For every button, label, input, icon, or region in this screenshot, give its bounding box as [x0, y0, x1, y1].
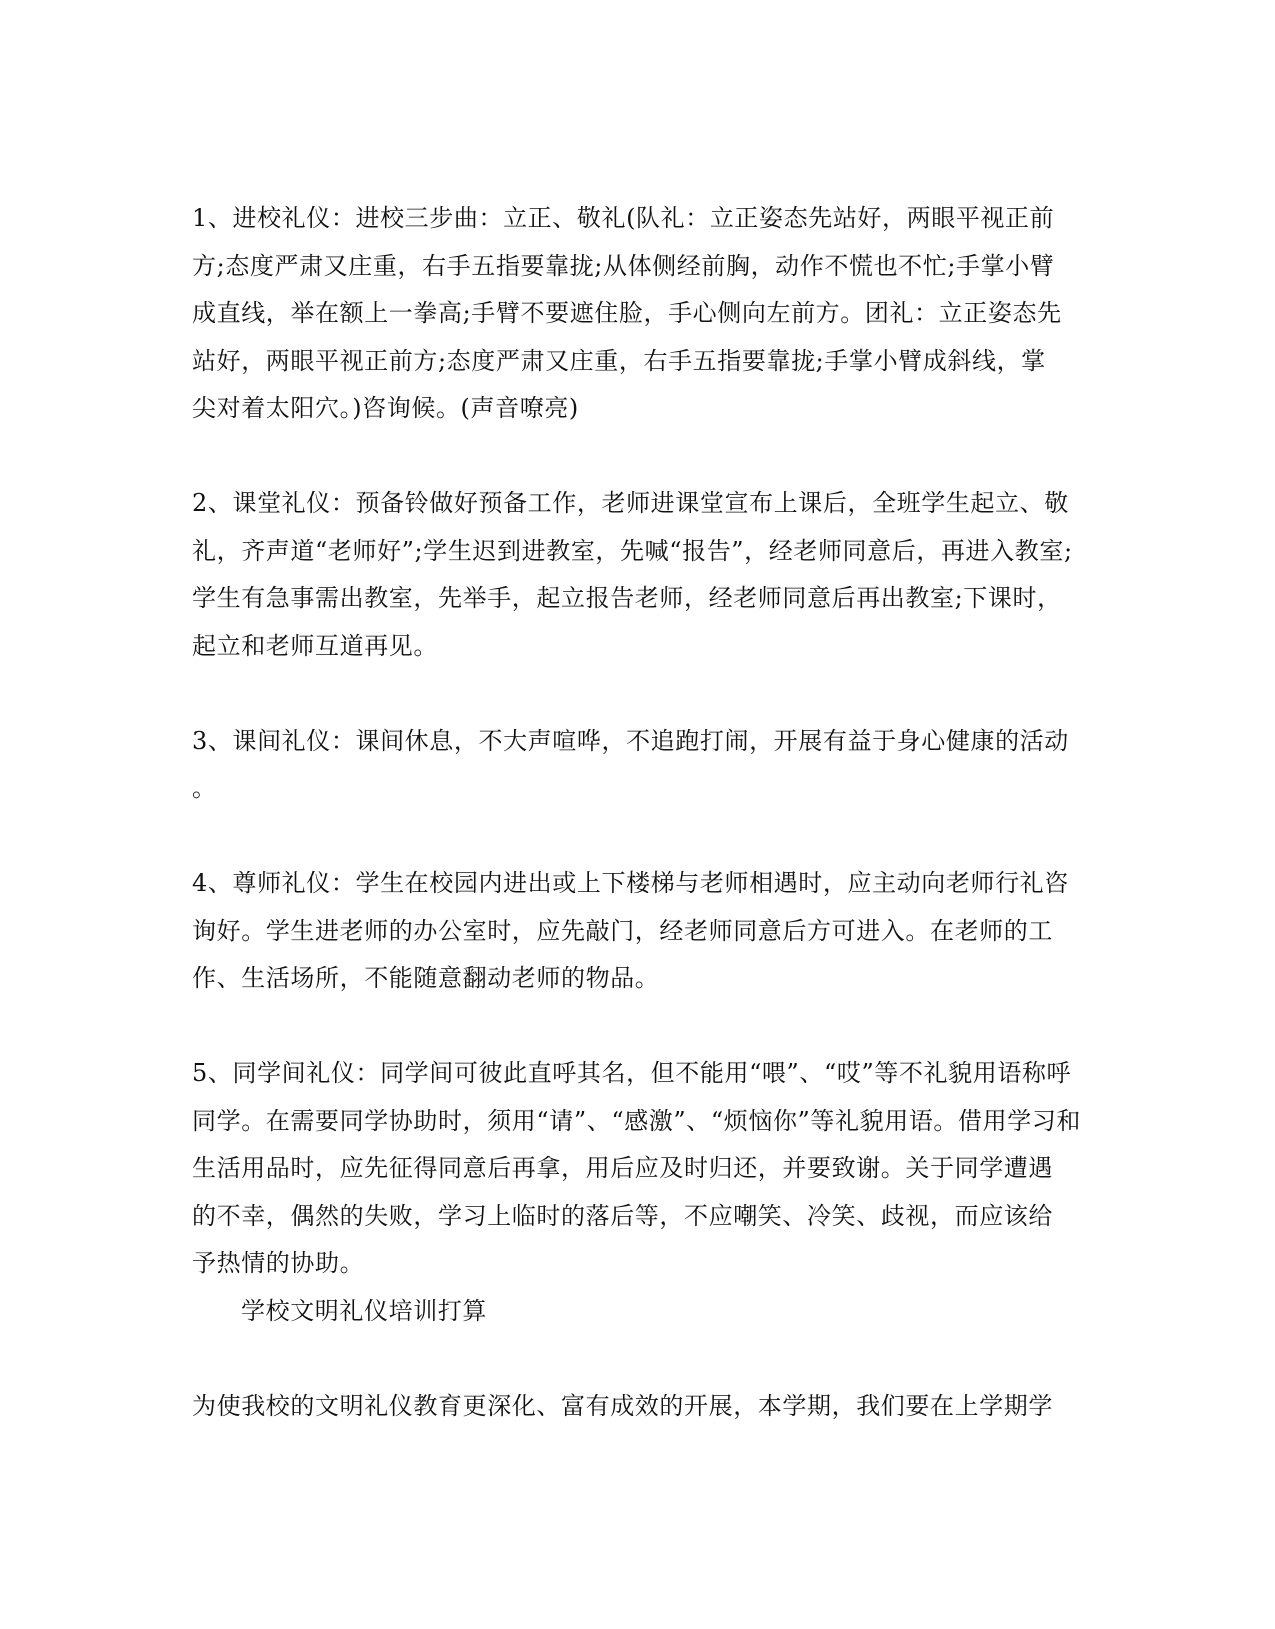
- text-line: 。: [192, 774, 217, 802]
- text-line: 询好。学生进老师的办公室时，应先敲门，经老师同意后方可进入。在老师的工: [192, 917, 1053, 945]
- text-line: 尖对着太阳穴。)咨询候。(声音嘹亮): [192, 394, 579, 422]
- text-line: 起立和老师互道再见。: [192, 632, 438, 660]
- text-line: 生活用品时，应先征得同意后再拿，用后应及时归还，并要致谢。关于同学遭遇: [192, 1154, 1053, 1182]
- text-line: 站好，两眼平视正前方;态度严肃又庄重，右手五指要靠拢;手掌小臂成斜线，掌: [192, 347, 1046, 375]
- text-line: 礼，齐声道“老师好”;学生迟到进教室，先喊“报告”，经老师同意后，再进入教室;: [192, 537, 1073, 565]
- text-line: 的不幸，偶然的失败，学习上临时的落后等，不应嘲笑、冷笑、歧视，而应该给: [192, 1202, 1053, 1230]
- text-line: 同学。在需要同学协助时，须用“请”、“感激”、“烦恼你”等礼貌用语。借用学习和: [192, 1107, 1082, 1135]
- text-line: 成直线，举在额上一拳高;手臂不要遮住脸，手心侧向左前方。团礼：立正姿态先: [192, 299, 1062, 327]
- text-line: 5、同学间礼仪：同学间可彼此直呼其名，但不能用“喂”、“哎”等不礼貌用语称呼: [192, 1059, 1072, 1087]
- section-heading: 学校文明礼仪培训打算: [241, 1297, 487, 1325]
- text-line: 2、课堂礼仪：预备铃做好预备工作，老师进课堂宣布上课后，全班学生起立、敬: [192, 489, 1069, 517]
- text-line: 1、进校礼仪：进校三步曲：立正、敬礼(队礼：立正姿态先站好，两眼平视正前: [192, 204, 1055, 232]
- text-line: 学生有急事需出教室，先举手，起立报告老师，经老师同意后再出教室;下课时，: [192, 584, 1062, 612]
- text-line: 方;态度严肃又庄重，右手五指要靠拢;从体侧经前胸，动作不慌也不忙;手掌小臂: [192, 252, 1055, 280]
- closing-paragraph: 为使我校的文明礼仪教育更深化、富有成效的开展，本学期，我们要在上学期学: [192, 1392, 1053, 1420]
- text-line: 4、尊师礼仪：学生在校园内进出或上下楼梯与老师相遇时，应主动向老师行礼咨: [192, 869, 1069, 897]
- text-line: 作、生活场所，不能随意翻动老师的物品。: [192, 964, 660, 992]
- text-line: 3、课间礼仪：课间休息，不大声喧哗，不追跑打闹，开展有益于身心健康的活动: [192, 727, 1069, 755]
- text-line: 予热情的协助。: [192, 1249, 365, 1277]
